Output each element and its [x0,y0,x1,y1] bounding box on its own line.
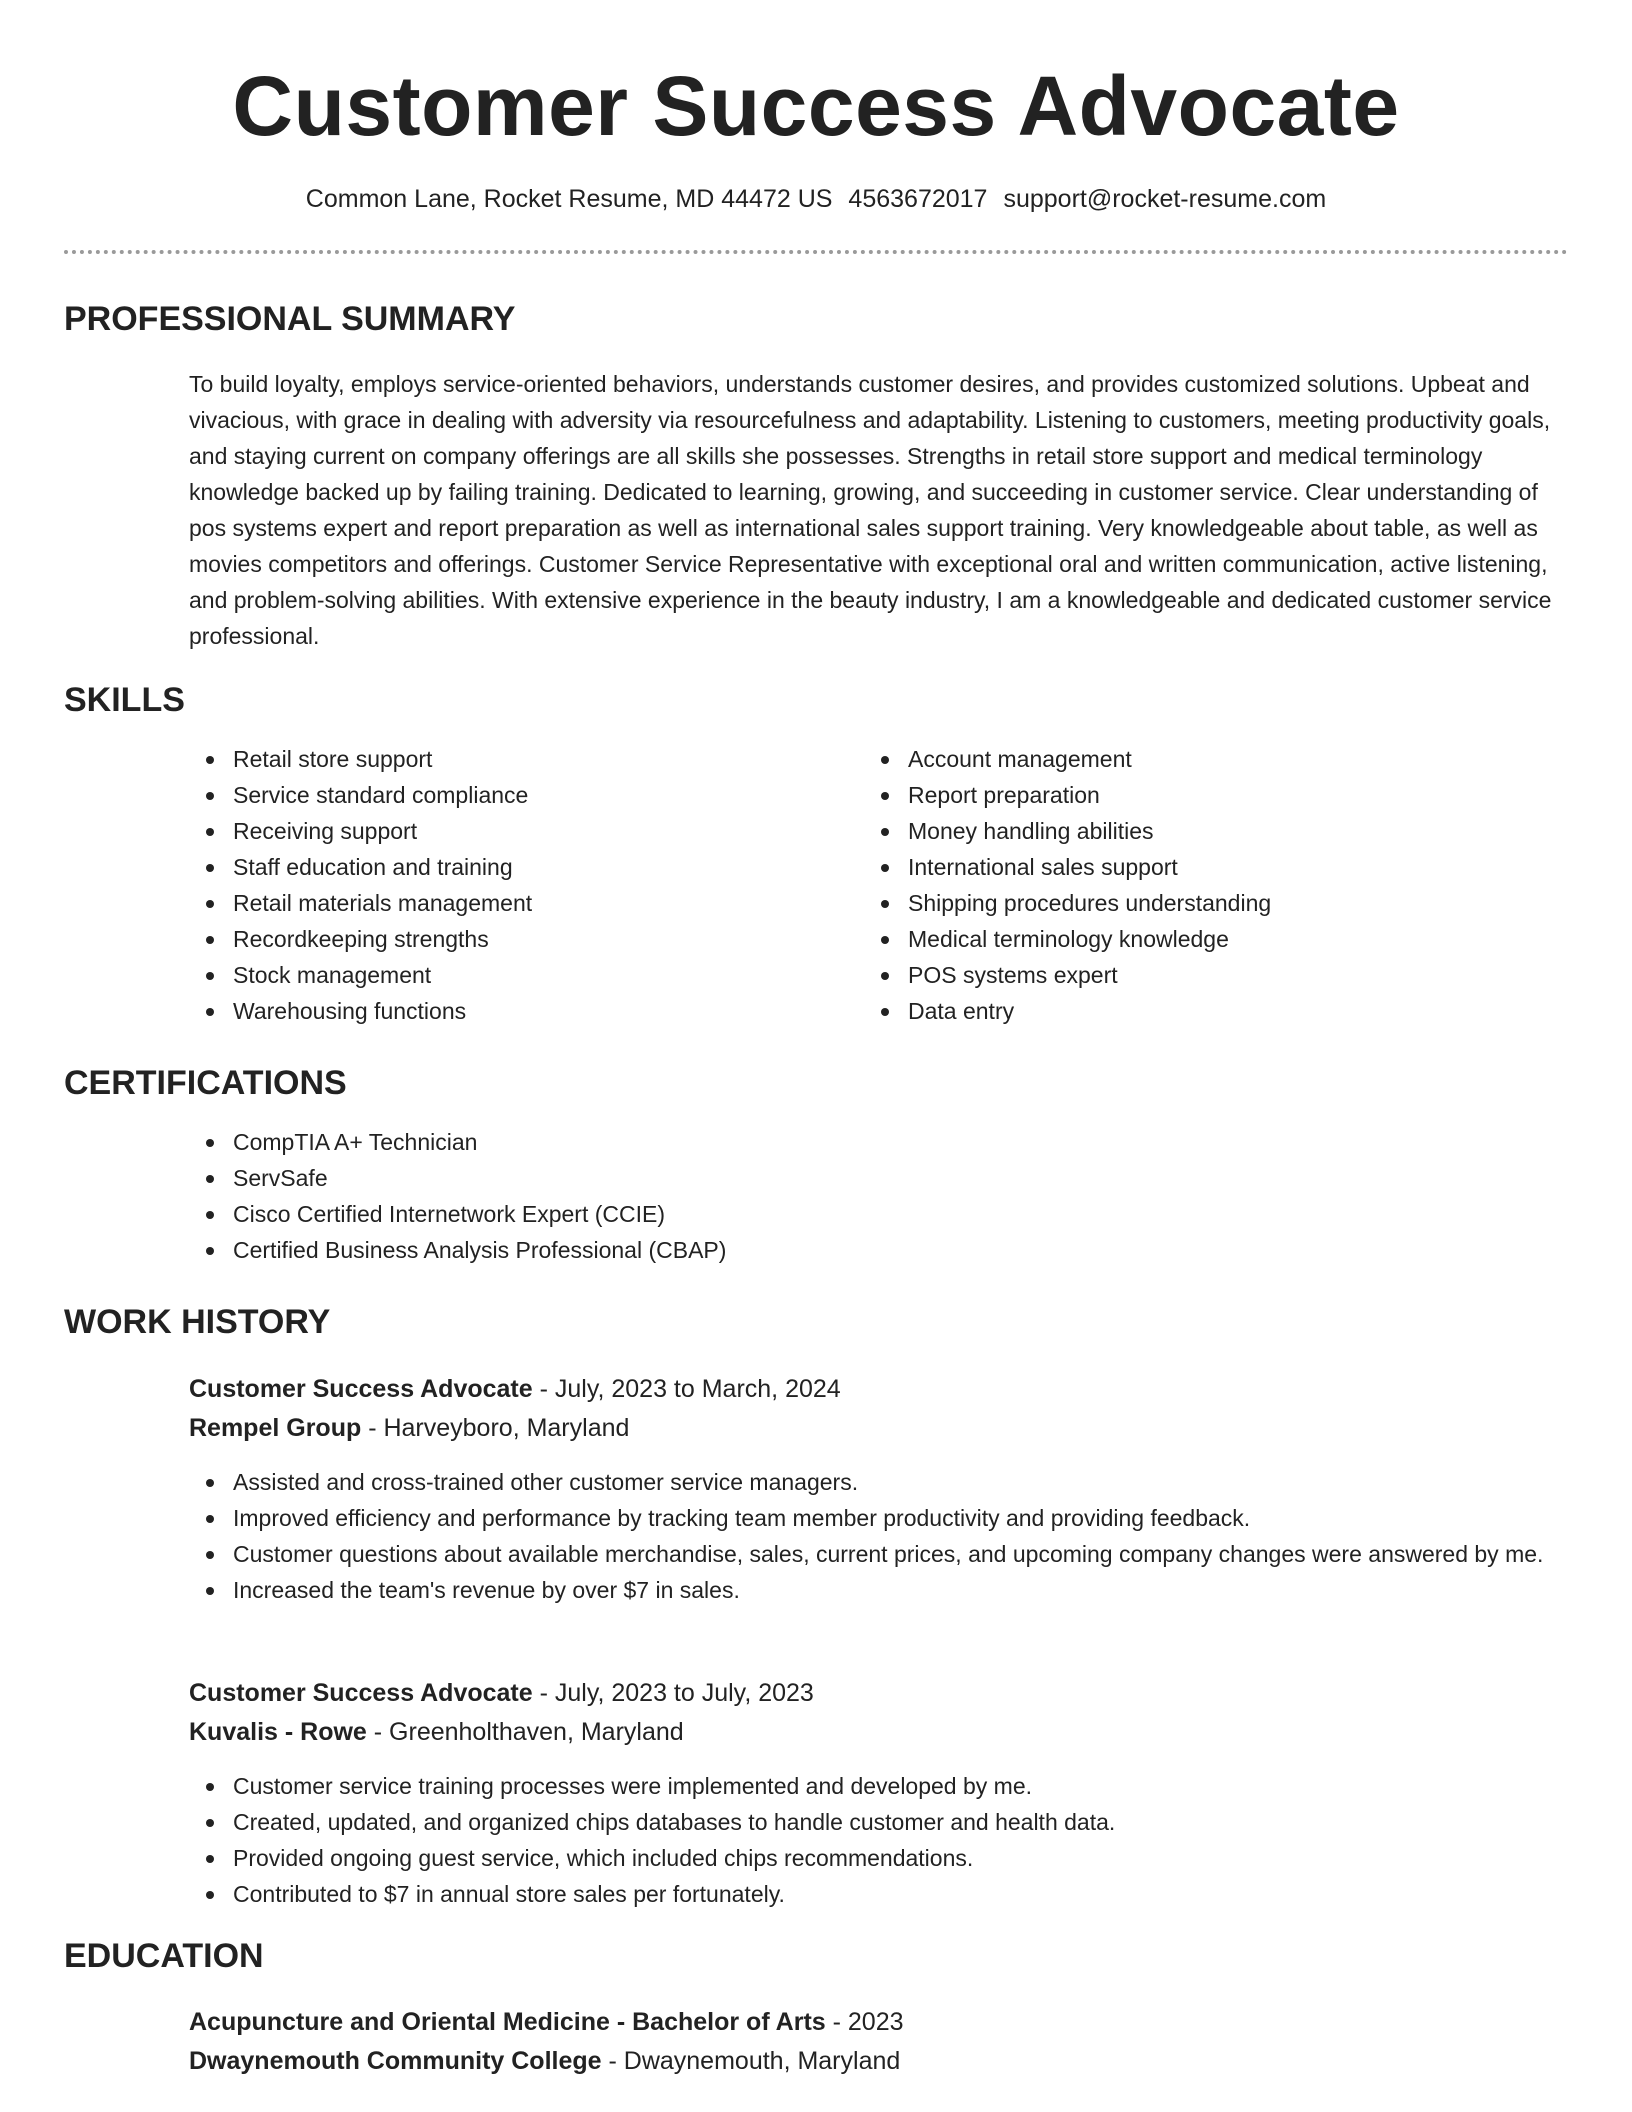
list-item: Created, updated, and organized chips databases to handle customer and health data. [189,1804,1569,1840]
education-heading: EDUCATION [64,1937,264,1975]
summary-heading: PROFESSIONAL SUMMARY [64,300,516,338]
work-history-heading: WORK HISTORY [64,1303,331,1341]
skills-heading: SKILLS [64,681,185,719]
list-item: ServSafe [189,1160,1569,1196]
list-item: Warehousing functions [189,993,849,1029]
contact-email: support@rocket-resume.com [1003,185,1327,213]
education-school: Dwaynemouth Community College [189,2047,602,2075]
job-company: Rempel Group [189,1414,362,1442]
list-item: POS systems expert [864,957,1564,993]
list-item: Receiving support [189,813,849,849]
list-item: Recordkeeping strengths [189,921,849,957]
summary-text: To build loyalty, employs service-oriented behaviors, understands customer desires, and provides customized solutions. Upbeat and vivacious, with grace in dealing with adversity via resourcefulness and adaptability. Listening to customers, meeting productivity goals, and staying current on company offerings are all skills she possesses. Strengths in retail store support and medical terminology knowledge backed up by failing training. Dedicated to learning, growing, and succeeding in customer service. Clear understanding of pos systems expert and report preparation as well as international sales support training. Very knowledgeable about table, as well as movies competitors and offerings. Customer Service Representative with exceptional oral and written communication, active listening, and problem-solving abilities. With extensive experience in the beauty industry, I am a knowledgeable and dedicated customer service professional. [189,371,1552,649]
contact-address: Common Lane, Rocket Resume, MD 44472 US [305,185,833,213]
list-item: Customer service training processes were implemented and developed by me. [189,1768,1569,1804]
list-item: International sales support [864,849,1564,885]
list-item: Assisted and cross-trained other customer service managers. [189,1464,1569,1500]
list-item: Stock management [189,957,849,993]
job-title-line [189,1371,841,1407]
job-location: - Greenholthaven, Maryland [366,1718,684,1746]
list-item: Contributed to $7 in annual store sales per fortunately. [189,1876,1569,1912]
job-company-line [189,1410,629,1446]
education-school-line [189,2043,900,2079]
list-item: CompTIA A+ Technician [189,1124,1569,1160]
job-company: Kuvalis - Rowe [189,1718,367,1746]
list-item: Account management [864,741,1564,777]
list-item: Certified Business Analysis Professional (CBAP) [189,1232,1569,1268]
job-role: Customer Success Advocate [189,1679,533,1707]
job-dates: - July, 2023 to March, 2024 [532,1375,841,1403]
certifications-list [189,1124,1569,1268]
list-item: Report preparation [864,777,1564,813]
education-location: - Dwaynemouth, Maryland [601,2047,901,2075]
list-item: Money handling abilities [864,813,1564,849]
list-item: Service standard compliance [189,777,849,813]
certifications-heading: CERTIFICATIONS [64,1064,347,1102]
contact-line [0,182,1632,216]
skills-list-right [864,741,1564,1029]
education-degree: Acupuncture and Oriental Medicine - Bachelor of Arts [189,2008,826,2036]
list-item: Customer questions about available merchandise, sales, current prices, and upcoming company changes were answered by me. [189,1536,1569,1572]
job-role: Customer Success Advocate [189,1375,533,1403]
skills-list-left [189,741,849,1029]
job-bullets [189,1464,1569,1608]
job-title-line [189,1675,814,1711]
list-item: Shipping procedures understanding [864,885,1564,921]
list-item: Medical terminology knowledge [864,921,1564,957]
list-item: Improved efficiency and performance by tracking team member productivity and providing feedback. [189,1500,1569,1536]
list-item: Staff education and training [189,849,849,885]
list-item: Retail store support [189,741,849,777]
job-location: - Harveyboro, Maryland [361,1414,630,1442]
education-year: - 2023 [825,2008,904,2036]
candidate-name: Customer Success Advocate [232,59,1400,153]
list-item: Retail materials management [189,885,849,921]
list-item: Increased the team's revenue by over $7 in sales. [189,1572,1569,1608]
list-item: Cisco Certified Internetwork Expert (CCIE) [189,1196,1569,1232]
job-bullets [189,1768,1569,1912]
list-item: Data entry [864,993,1564,1029]
job-company-line [189,1714,684,1750]
header-divider [64,250,1568,254]
education-degree-line [189,2004,904,2040]
contact-phone: 4563672017 [848,185,988,213]
list-item: Provided ongoing guest service, which included chips recommendations. [189,1840,1569,1876]
job-dates: - July, 2023 to July, 2023 [532,1679,814,1707]
